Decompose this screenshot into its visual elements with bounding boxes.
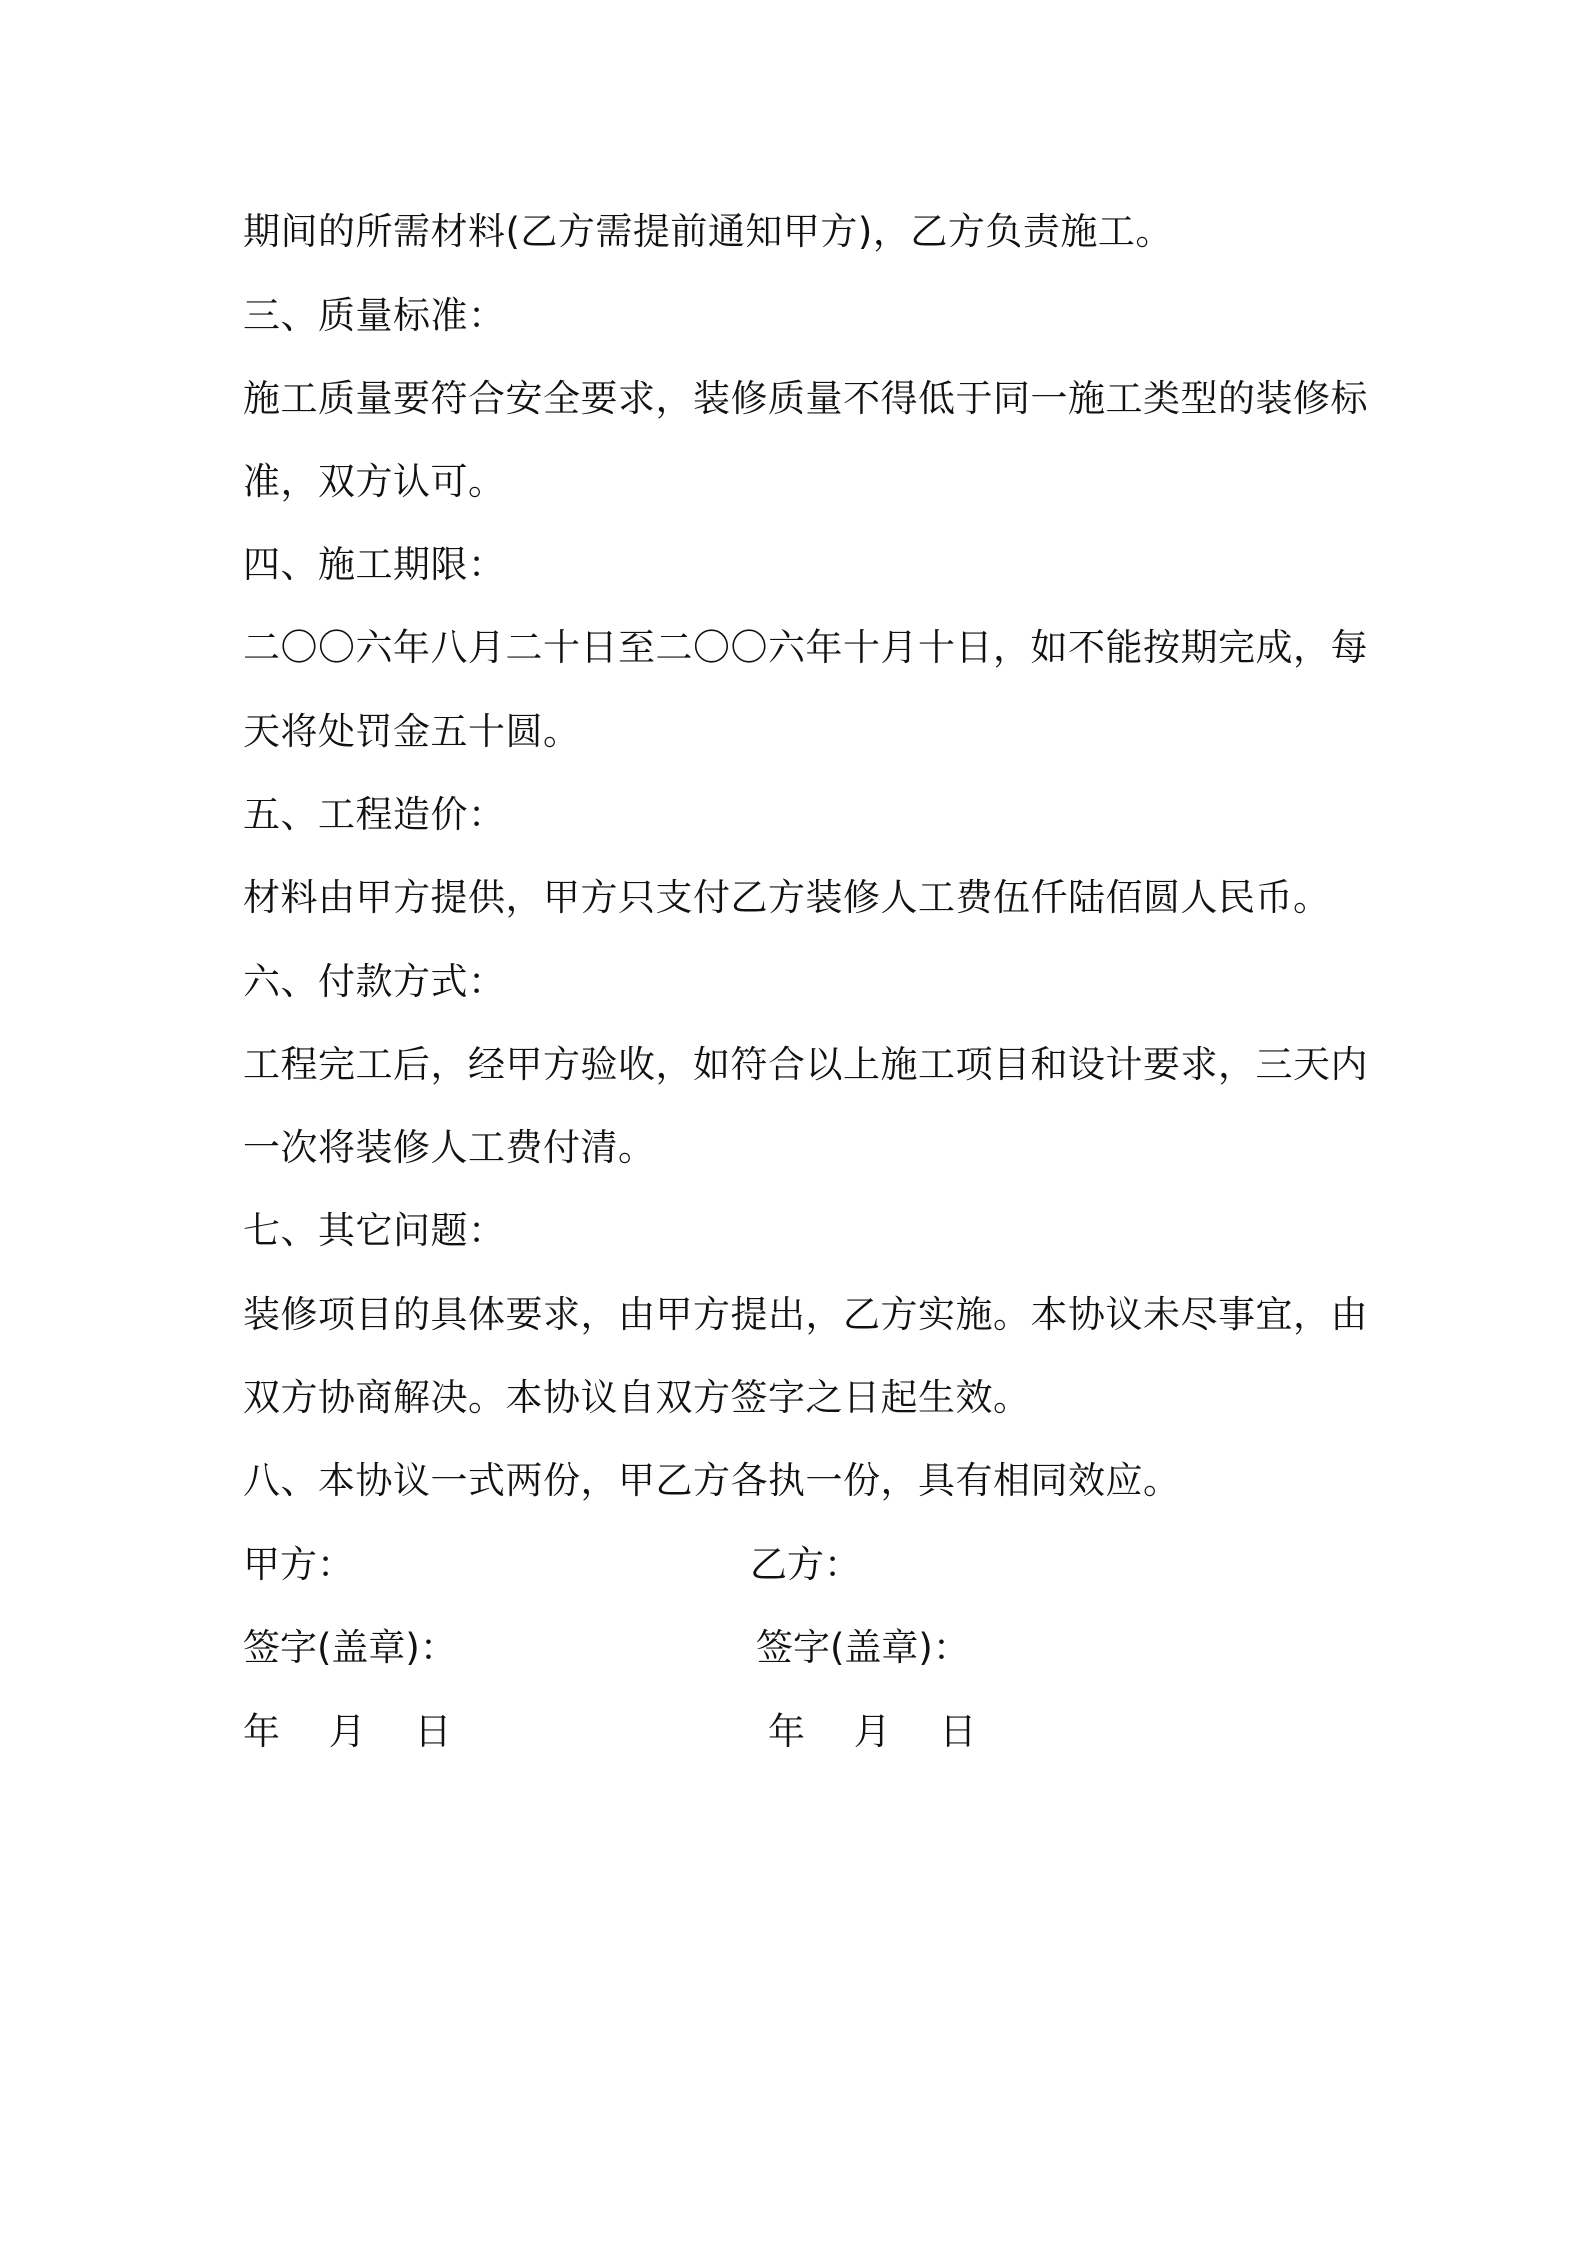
section-heading-payment: 六、付款方式： — [243, 960, 506, 1003]
body-text-line: 工程完工后，经甲方验收，如符合以上施工项目和设计要求，三天内 — [243, 1043, 1368, 1086]
body-text-line: 装修项目的具体要求，由甲方提出，乙方实施。本协议未尽事宜，由 — [243, 1293, 1368, 1336]
party-a-sign-line: 签字(盖章)： — [243, 1626, 457, 1669]
body-text-line: 一次将装修人工费付清。 — [243, 1126, 656, 1169]
body-text-line: 材料由甲方提供，甲方只支付乙方装修人工费伍仟陆佰圆人民币。 — [243, 876, 1331, 919]
section-heading-copies: 八、本协议一式两份，甲乙方各执一份，具有相同效应。 — [243, 1459, 1181, 1502]
body-text-line: 准，双方认可。 — [243, 460, 506, 503]
party-a-date-line: 年 月 日 — [243, 1710, 452, 1753]
section-heading-cost: 五、工程造价： — [243, 793, 506, 836]
party-b-label: 乙方： — [750, 1543, 861, 1586]
section-heading-quality: 三、质量标准： — [243, 294, 506, 337]
party-a-label: 甲方： — [243, 1543, 354, 1586]
body-text-line: 二〇〇六年八月二十日至二〇〇六年十月十日，如不能按期完成，每 — [243, 626, 1368, 669]
party-b-date-line: 年 月 日 — [768, 1710, 977, 1753]
body-text-line: 天将处罚金五十圆。 — [243, 710, 581, 753]
section-heading-other: 七、其它问题： — [243, 1209, 506, 1252]
body-text-line: 施工质量要符合安全要求，装修质量不得低于同一施工类型的装修标 — [243, 377, 1368, 420]
party-b-sign-line: 签字(盖章)： — [756, 1626, 970, 1669]
section-heading-period: 四、施工期限： — [243, 543, 506, 586]
body-text-line: 双方协商解决。本协议自双方签字之日起生效。 — [243, 1376, 1031, 1419]
body-text-line: 期间的所需材料(乙方需提前通知甲方)，乙方负责施工。 — [243, 210, 1173, 253]
